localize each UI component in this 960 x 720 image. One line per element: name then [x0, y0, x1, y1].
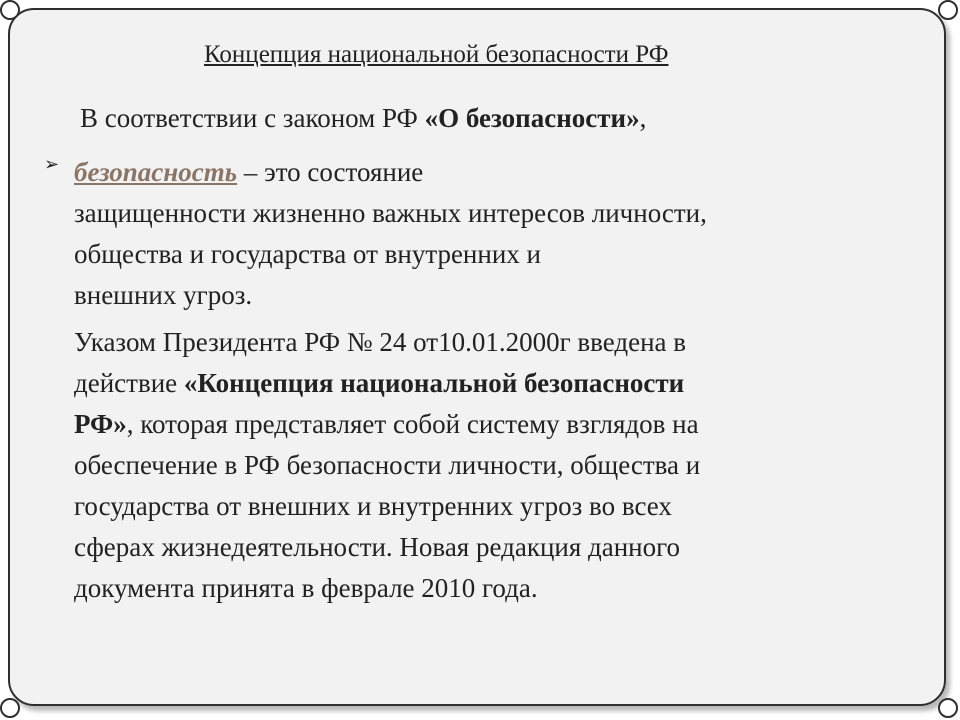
para-line-5: государства от внешних и внутренних угроз во всех [74, 491, 672, 521]
definition-line-1-rest: – это состояние [237, 157, 424, 187]
para-line-7: документа принята в феврале 2010 года. [74, 573, 538, 603]
para-line-2-prefix: действие [74, 368, 184, 398]
definition-term: безопасность [74, 157, 238, 187]
definition-line-3: общества и государства от внутренних и [74, 239, 541, 269]
concept-paragraph [74, 322, 914, 609]
para-line-4: обеспечение в РФ безопасности личности, общества и [74, 450, 701, 480]
slide-title: Концепция национальной безопасности РФ [204, 41, 669, 68]
intro-prefix: В соответствии с законом РФ [80, 103, 425, 133]
doc-name-part-2: РФ» [74, 409, 127, 439]
intro-suffix: , [639, 103, 647, 133]
intro-line [80, 102, 646, 134]
doc-name-part-1: «Концепция национальной безопасности [183, 368, 685, 398]
para-line-1: Указом Президента РФ № 24 от10.01.2000г введена в [74, 327, 687, 357]
law-name: «О безопасности» [424, 103, 640, 133]
definition-text [74, 152, 707, 316]
para-line-6: сферах жизнедеятельности. Новая редакция данного [74, 532, 681, 562]
para-line-3-rest: , которая представляет собой систему взглядов на [126, 409, 699, 439]
definition-line-2: защищенности жизненно важных интересов личности, [74, 198, 707, 228]
arrow-bullet-icon: ➢ [44, 154, 60, 175]
definition-line-4: внешних угроз. [74, 280, 253, 310]
